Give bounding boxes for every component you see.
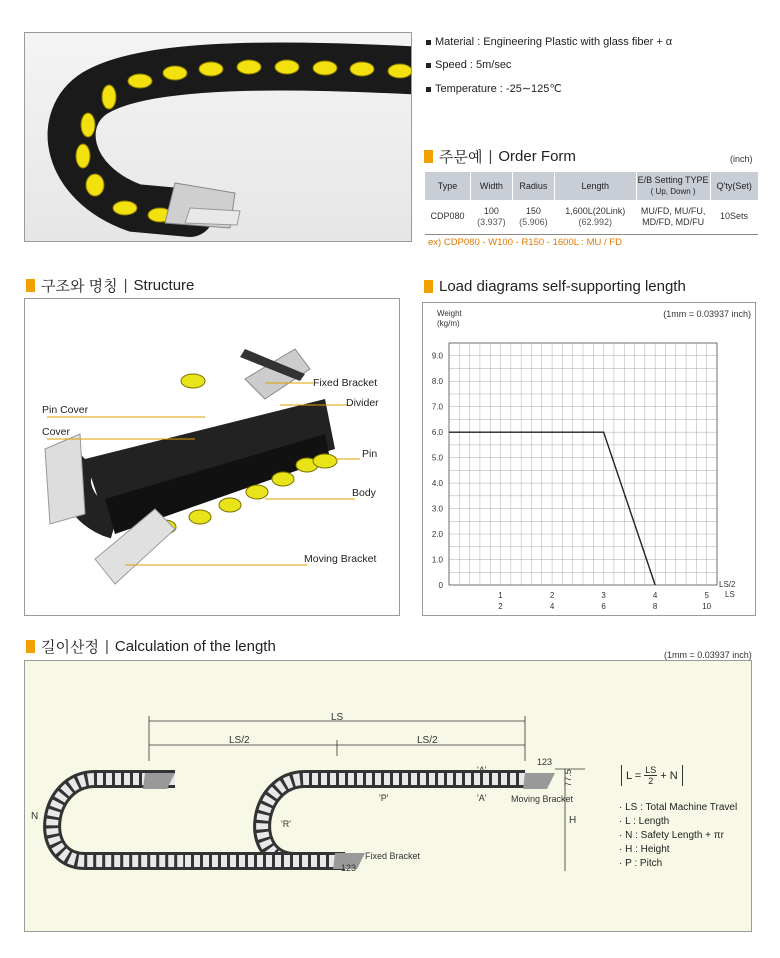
formula-legend	[619, 801, 737, 871]
order-example: ex) CDP080 - W100 - R150 - 1600L : MU / FD	[428, 237, 622, 248]
x-tick-label-ls: 4	[549, 602, 555, 611]
legend-l: · L : Length	[619, 816, 670, 827]
label-moving-bracket: Moving Bracket	[304, 553, 377, 565]
dim-ls2-left: LS/2	[229, 735, 250, 746]
label-divider: Divider	[346, 397, 379, 409]
x-tick-label-ls: 2	[498, 602, 503, 611]
section-marker-icon	[26, 279, 35, 292]
label-fixed-bracket: Fixed Bracket	[313, 377, 378, 389]
y-tick-label: 2.0	[431, 530, 443, 540]
legend-p: · P : Pitch	[619, 858, 663, 869]
y-tick-label: 0	[438, 581, 443, 590]
load-chart	[423, 303, 755, 615]
x-tick-label-ls2: 2	[549, 591, 555, 600]
section-marker-icon	[424, 150, 433, 163]
label-r: 'R'	[281, 819, 291, 829]
x-tick-label-ls2: 5	[704, 591, 709, 600]
label-a-2: 'A'	[477, 793, 487, 803]
dim-77: 77.5	[562, 769, 573, 787]
dim-ls2-right: LS/2	[417, 735, 438, 746]
order-form-table	[424, 172, 758, 235]
table-row	[425, 200, 759, 234]
x-tick-label-ls: 6	[601, 602, 606, 611]
cell-qty: 10Sets	[710, 200, 758, 234]
label-h: H	[569, 815, 577, 826]
length-formula: L = $\frac{LS}{2}$ + N	[621, 765, 683, 786]
structure-illustration	[25, 299, 399, 615]
calc-unit-note: (1mm = 0.03937 inch)	[664, 650, 752, 660]
table-header-row	[425, 172, 759, 200]
y-axis-label-2: (kg/m)	[437, 319, 460, 328]
x-tick-label-ls: 8	[652, 602, 658, 611]
header-radius: Radius	[512, 172, 554, 200]
y-tick-label: 5.0	[431, 453, 443, 463]
x-tick-label-ls2: 3	[601, 591, 606, 600]
calc-diagram	[24, 660, 752, 932]
y-tick-label: 9.0	[431, 351, 443, 361]
spec-speed: Speed : 5m/sec	[426, 59, 511, 71]
structure-title: 구조와 명칭 | Structure	[26, 275, 194, 296]
cell-width: 100 (3.937)	[470, 200, 512, 234]
calc-title: 길이산정 | Calculation of the length	[26, 636, 276, 657]
label-pin: Pin	[362, 448, 378, 460]
cell-length: 1,600L(20Link) (62.992)	[554, 200, 636, 234]
load-unit-note: (1mm = 0.03937 inch)	[663, 309, 751, 319]
dim-123-bottom: 123	[341, 863, 357, 873]
label-fixed-bracket-calc: Fixed Bracket	[365, 851, 421, 861]
label-moving-bracket-calc: Moving Bracket	[511, 794, 574, 804]
legend-n: · N : Safety Length + πr	[619, 830, 725, 841]
order-form-title: 주문예 | Order Form	[424, 146, 576, 167]
y-tick-label: 3.0	[431, 504, 443, 514]
y-tick-label: 8.0	[431, 377, 443, 387]
dim-ls: LS	[331, 712, 344, 723]
cell-eb-setting: MU/FD, MU/FU, MD/FD, MD/FU	[636, 200, 710, 234]
order-form-unit: (inch)	[730, 154, 753, 164]
legend-ls: · LS : Total Machine Travel	[619, 802, 738, 813]
legend-h: · H : Height	[619, 844, 670, 855]
x-tick-label-ls2: 1	[498, 591, 503, 600]
y-tick-label: 6.0	[431, 428, 443, 438]
cell-type: CDP080	[425, 200, 471, 234]
header-qty: Q'ty(Set)	[710, 172, 758, 200]
structure-diagram	[24, 298, 400, 616]
y-tick-label: 4.0	[431, 479, 443, 489]
y-tick-label: 1.0	[431, 555, 443, 565]
label-cover: Cover	[42, 426, 71, 438]
label-p: 'P'	[379, 793, 389, 803]
chain-illustration	[25, 33, 411, 241]
label-pin-cover: Pin Cover	[42, 404, 89, 416]
section-marker-icon	[26, 640, 35, 653]
x-axis-label-ls: LS	[725, 590, 735, 599]
x-tick-label-ls: 10	[702, 602, 712, 611]
y-axis-label-1: Weight	[437, 309, 462, 318]
spec-material: Material : Engineering Plastic with glass fiber + α	[426, 36, 672, 48]
cell-radius: 150 (5.906)	[512, 200, 554, 234]
label-body: Body	[352, 487, 376, 499]
load-chart-frame	[422, 302, 756, 616]
section-marker-icon	[424, 280, 433, 293]
dim-123-top: 123	[537, 757, 553, 767]
label-n: N	[31, 811, 39, 822]
chain-photo	[24, 32, 412, 242]
header-width: Width	[470, 172, 512, 200]
header-eb-setting: E/B Setting TYPE ( Up, Down )	[636, 172, 710, 200]
label-a-1: 'A'	[477, 765, 487, 775]
header-type: Type	[425, 172, 471, 200]
x-axis-label-ls2: LS/2	[719, 580, 736, 589]
y-tick-label: 7.0	[431, 402, 443, 412]
header-length: Length	[554, 172, 636, 200]
spec-temperature: Temperature : -25∼125℃	[426, 82, 562, 95]
x-tick-label-ls2: 4	[652, 591, 658, 600]
load-diagram-title: Load diagrams self-supporting length	[424, 278, 686, 295]
